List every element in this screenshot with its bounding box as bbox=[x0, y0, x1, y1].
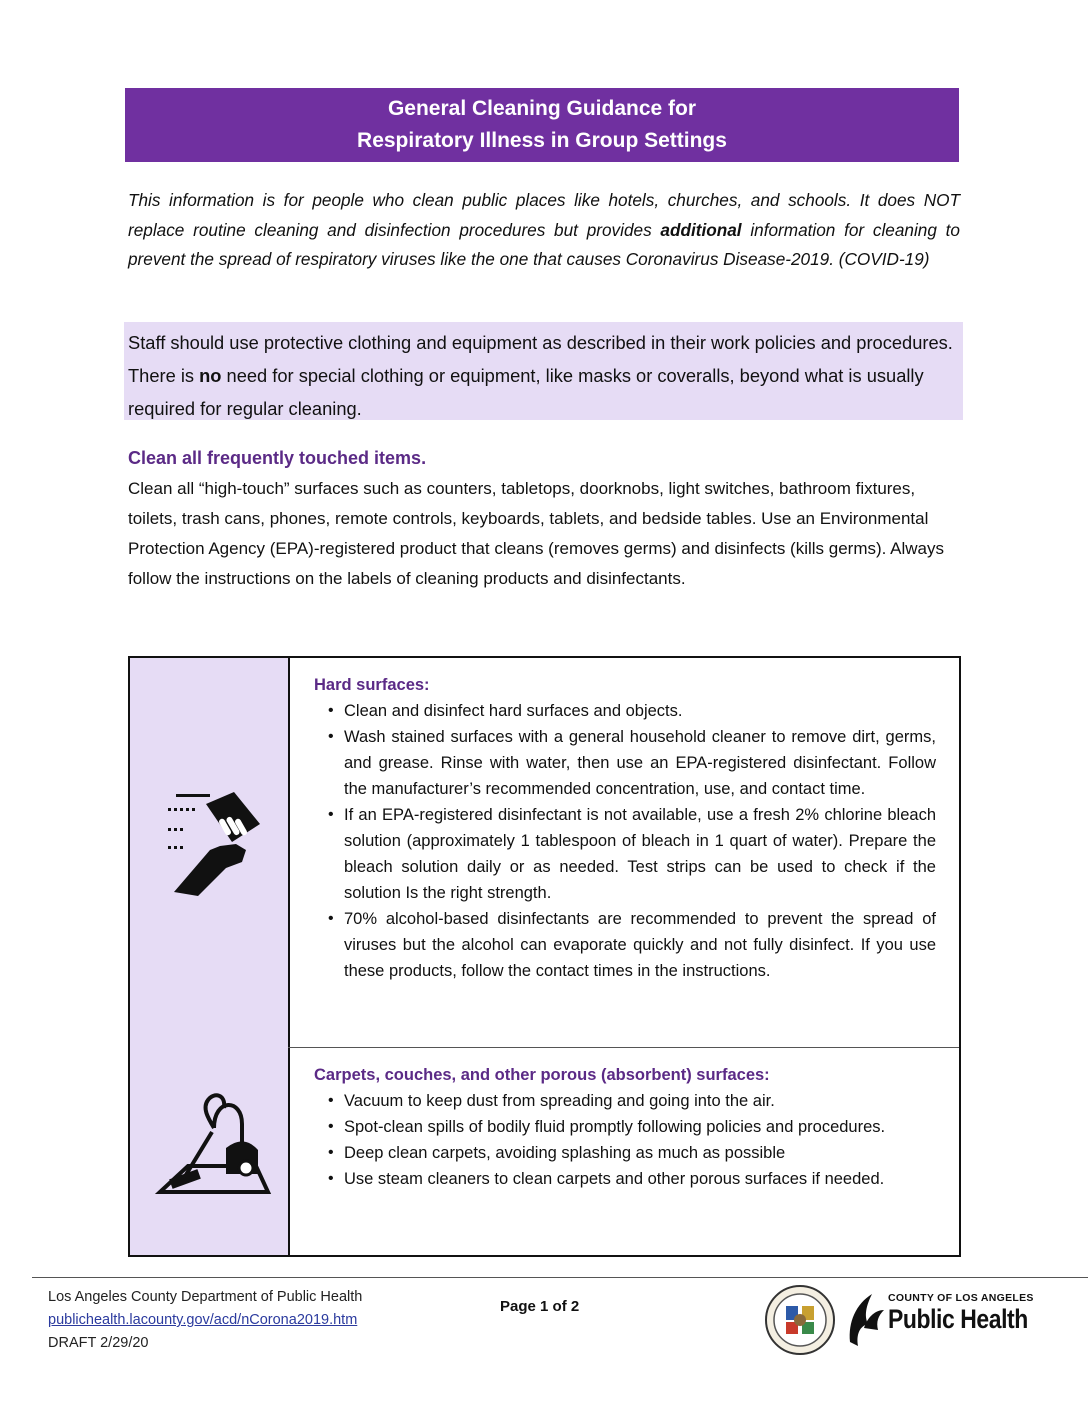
logo-big-text: Public Health bbox=[888, 1304, 1028, 1334]
porous-surfaces-cell bbox=[314, 1062, 936, 1192]
list-item: • Clean and disinfect hard surfaces and objects. bbox=[328, 702, 683, 720]
list-item: • Wash stained surfaces with a general household cleaner to remove dirt, germs, and grease. Rinse with water, then use an EPA-registered disinfectant. Follow the manufacturer’s recommended concentration, use, and contact time. bbox=[328, 728, 936, 798]
footer-draft: DRAFT 2/29/20 bbox=[48, 1335, 149, 1351]
page-number: Page 1 of 2 bbox=[500, 1298, 580, 1315]
porous-surfaces-list bbox=[314, 1088, 936, 1192]
page-title bbox=[125, 88, 959, 162]
list-item: • 70% alcohol-based disinfectants are recommended to prevent the spread of viruses but the alcohol can evaporate quickly and not fully disinfect. If you use these products, follow the contact times in the instructions. bbox=[328, 910, 936, 980]
vacuum-cleaner-icon bbox=[152, 1088, 272, 1198]
county-seal-icon bbox=[764, 1284, 836, 1356]
hand-wiping-icon bbox=[164, 788, 264, 898]
list-item: • Spot-clean spills of bodily fluid promptly following policies and procedures. bbox=[328, 1118, 886, 1136]
footer-info bbox=[48, 1286, 362, 1355]
list-item: • Vacuum to keep dust from spreading and going into the air. bbox=[328, 1092, 775, 1110]
footer-org: Los Angeles County Department of Public Health bbox=[48, 1289, 363, 1305]
intro-paragraph bbox=[128, 186, 960, 275]
logo-small-text: COUNTY OF LOS ANGELES bbox=[888, 1292, 1034, 1304]
hard-surfaces-cell bbox=[314, 672, 936, 984]
icon-column bbox=[130, 658, 290, 1255]
staff-note-text-2: need for special clothing or equipment, like masks or coveralls, beyond what is usually required for regular cleaning. bbox=[128, 365, 924, 419]
footer-divider bbox=[32, 1277, 1088, 1278]
title-line-2: Respiratory Illness in Group Settings bbox=[357, 129, 727, 152]
section-heading: Clean all frequently touched items. bbox=[128, 448, 427, 468]
hard-surfaces-list bbox=[314, 698, 936, 984]
intro-emphasis: additional bbox=[660, 219, 742, 240]
list-item: • Use steam cleaners to clean carpets and other porous surfaces if needed. bbox=[328, 1170, 885, 1188]
intro-text-2: information for cleaning to prevent the spread of respiratory viruses like the one that causes Coronavirus Disease-2019. (COVID-19) bbox=[128, 219, 960, 269]
staff-note-emphasis: no bbox=[199, 365, 222, 386]
list-item: • Deep clean carpets, avoiding splashing as much as possible bbox=[328, 1144, 786, 1162]
staff-note-text-1: Staff should use protective clothing and equipment as described in their work policies and procedures. There is bbox=[128, 332, 953, 386]
staff-note-box bbox=[124, 322, 963, 420]
cleaning-table bbox=[128, 656, 961, 1257]
hard-surfaces-title: Hard surfaces: bbox=[314, 676, 430, 694]
list-item: • If an EPA-registered disinfectant is not available, use a fresh 2% chlorine bleach solution (approximately 1 tablespoon of bleach in 1 quart of water). Prepare the bleach solution daily or as needed. Test strips can be used to check if the solution Is the right strength. bbox=[328, 806, 936, 902]
porous-surfaces-title: Carpets, couches, and other porous (absorbent) surfaces: bbox=[314, 1066, 770, 1084]
footer-link[interactable]: publichealth.lacounty.gov/acd/nCorona2019.htm bbox=[48, 1312, 358, 1328]
section-body: Clean all “high-touch” surfaces such as counters, tabletops, doorknobs, light switches, bathroom fixtures, toilets, trash cans, phones, remote controls, keyboards, tablets, and bedside tables. Use an Environmental Protection Agency (EPA)-registered product that cleans (removes germs) and disinfects (kills germs). Always follow the instructions on the labels of cleaning products and disinfectants. bbox=[128, 479, 944, 588]
row-divider bbox=[288, 1047, 959, 1048]
title-line-1: General Cleaning Guidance for bbox=[387, 97, 697, 120]
intro-text-1: This information is for people who clean public places like hotels, churches, and schools. It does NOT replace routine cleaning and disinfection procedures but provides bbox=[128, 190, 960, 240]
